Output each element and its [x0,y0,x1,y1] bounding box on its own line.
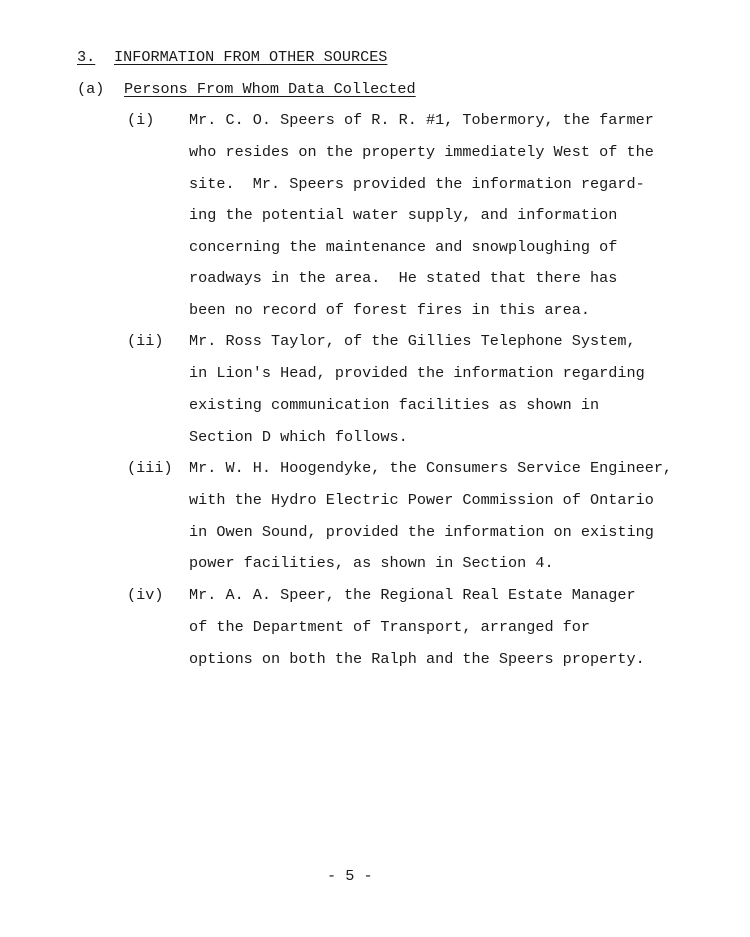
item-text-line: roadways in the area. He stated that there has [189,269,618,287]
item-text-line: with the Hydro Electric Power Commission of Ontario [189,491,654,509]
item-label: (iii) [127,459,173,477]
item-text-line: in Owen Sound, provided the information on existing [189,523,654,541]
page-number: - 5 - [327,867,373,885]
item-label: (i) [127,111,155,129]
item-text-line: options on both the Ralph and the Speers property. [189,650,645,668]
item-text-line: Mr. Ross Taylor, of the Gillies Telephone System, [189,332,636,350]
section-title: INFORMATION FROM OTHER SOURCES [114,48,388,66]
item-text-line: Section D which follows. [189,428,408,446]
item-text-line: ing the potential water supply, and information [189,206,618,224]
item-label: (ii) [127,332,164,350]
item-label: (iv) [127,586,164,604]
item-text-line: site. Mr. Speers provided the information regard- [189,175,645,193]
item-text-line: power facilities, as shown in Section 4. [189,554,554,572]
item-text-line: existing communication facilities as shown in [189,396,600,414]
item-text-line: of the Department of Transport, arranged for [189,618,591,636]
item-text-line: in Lion's Head, provided the information regarding [189,364,645,382]
item-text-line: Mr. W. H. Hoogendyke, the Consumers Service Engineer, [189,459,673,477]
subsection-title: Persons From Whom Data Collected [124,80,416,98]
item-text-line: Mr. C. O. Speers of R. R. #1, Tobermory, the farmer [189,111,654,129]
item-text-line: concerning the maintenance and snowploughing of [189,238,618,256]
item-text-line: Mr. A. A. Speer, the Regional Real Estate Manager [189,586,636,604]
item-text-line: who resides on the property immediately West of the [189,143,654,161]
subsection-letter: (a) [77,80,105,98]
section-number: 3. [77,48,96,66]
item-text-line: been no record of forest fires in this area. [189,301,591,319]
